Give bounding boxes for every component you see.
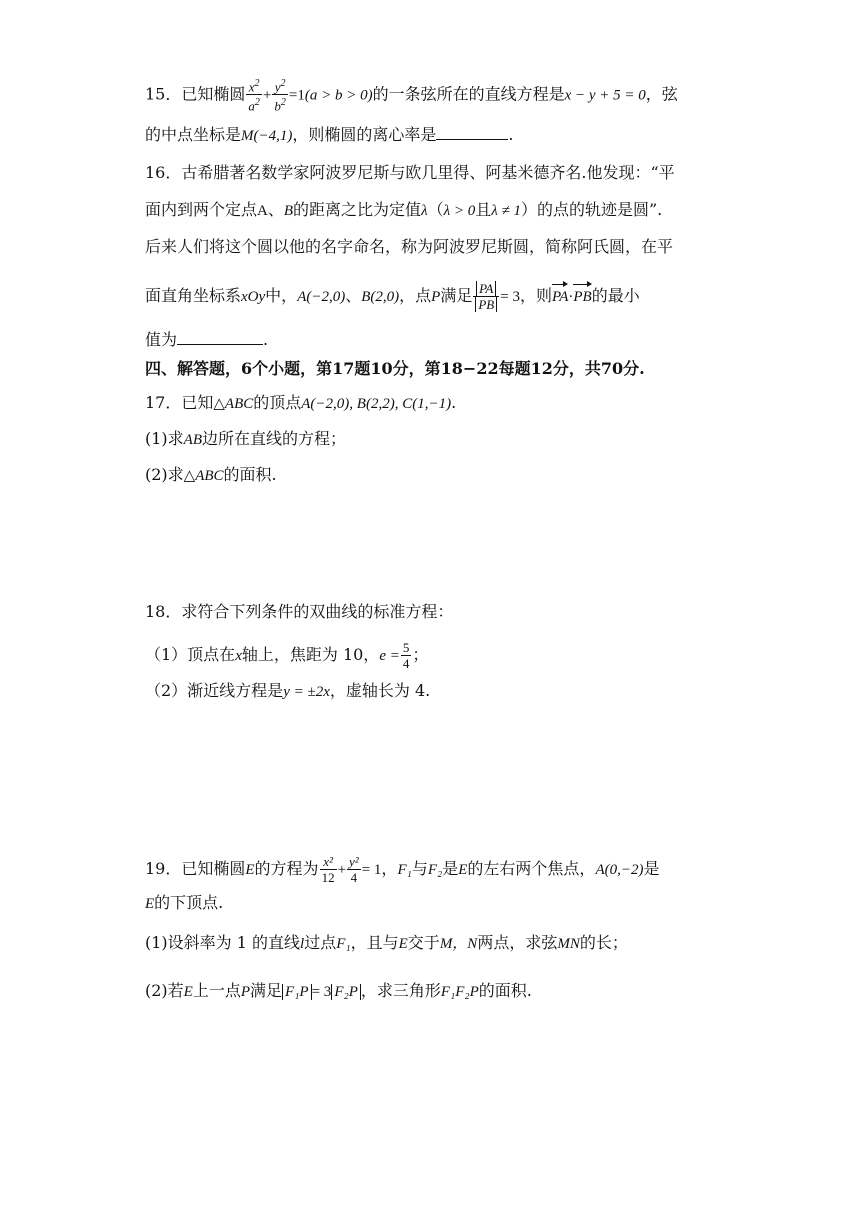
q15-number: 15． bbox=[145, 84, 182, 104]
q18-e-fraction: $\frac{5}{4}$ bbox=[402, 640, 410, 671]
q17-p2-text2: 的面积. bbox=[223, 465, 277, 484]
q17-end: . bbox=[451, 393, 457, 412]
section-4-heading: 四、解答题，6个小题，第17题10分，第18−22每题12分，共70分. bbox=[145, 359, 645, 378]
q16-l4-text6: 的最小 bbox=[591, 286, 640, 305]
q16-line1: 16．古希腊著名数学家阿波罗尼斯与欧几里得、阿基米德齐名.他发现：“平 bbox=[145, 163, 675, 182]
q19-fraction-y: $\frac{\text{y²}}{4}$ bbox=[349, 854, 359, 885]
q18-p2-text2: ，虚轴长为 4. bbox=[329, 681, 431, 700]
q18-line1: 18．求符合下列条件的双曲线的标准方程： bbox=[145, 602, 454, 621]
q15-line1: 15．已知椭圆 $\frac{x^2}{a^2}$ + $\frac{y^2}{b^2}$ =1(a > b > 0)的一条弦所在的直线方程是x − y + 5 = 0，弦 bbox=[145, 78, 678, 114]
q16-xoy: xOy bbox=[241, 289, 266, 305]
q18-p1-text2: 轴上，焦距为 10， bbox=[241, 645, 380, 664]
q19-text3: ， bbox=[381, 859, 398, 878]
q19-p1-text1: (1)设斜率为 1 的直线 bbox=[145, 933, 301, 952]
q16-l5-text: 值为 bbox=[145, 330, 178, 349]
q17-line1 bbox=[145, 392, 456, 415]
q19-p2-text4: ，求三角形 bbox=[360, 981, 441, 1000]
q19-l: l bbox=[300, 936, 305, 952]
q16-cond1: λ > 0 bbox=[443, 203, 476, 219]
q18-part1 bbox=[145, 640, 428, 671]
q16-ratio-fraction: $\frac{PA}{PB}$ bbox=[473, 281, 499, 312]
q17-p2-triangle: △ABC bbox=[183, 468, 224, 484]
q17-p1-text1: (1)求 bbox=[145, 429, 184, 448]
q16-sep: 、 bbox=[267, 200, 284, 219]
q19-p1-E: E bbox=[398, 936, 408, 952]
q16-l4-text2: 中， bbox=[265, 286, 298, 305]
q19-p2-F1P: F₁P bbox=[282, 984, 312, 1000]
q15-text: 已知椭圆 bbox=[181, 84, 246, 104]
q17-triangle: △ABC bbox=[213, 396, 254, 412]
q18-x: x bbox=[235, 648, 242, 664]
q19-p2-E: E bbox=[183, 984, 193, 1000]
q19-text2: 的方程为 bbox=[254, 859, 319, 878]
q15-fraction-x: $\frac{x^2}{a^2}$ bbox=[248, 78, 260, 114]
q16-l4-text4: 满足 bbox=[440, 286, 473, 305]
q16-line3: 后来人们将这个圆以他的名字命名，称为阿波罗尼斯圆，简称阿氏圆，在平 bbox=[145, 237, 674, 256]
q19-eq: = 1 bbox=[361, 862, 382, 878]
q19-line2 bbox=[145, 892, 223, 915]
q16-vector-PA: PA bbox=[552, 286, 568, 308]
q19-p1-text4: 交于 bbox=[407, 933, 440, 952]
q15-l2-text2: ，则椭圆的离心率是 bbox=[292, 125, 437, 144]
q15-text3: ，弦 bbox=[645, 84, 678, 104]
q16-l2-text4: ）的点的轨迹是圆”. bbox=[520, 200, 663, 219]
q18-p2-text1: （2）渐近线方程是 bbox=[145, 681, 284, 700]
q17-p2-text1: (2)求 bbox=[145, 465, 184, 484]
q16-lambda: λ bbox=[421, 203, 428, 219]
q16-l4-text1: 面直角坐标系 bbox=[145, 286, 242, 305]
q15-l2-text1: 的中点坐标是 bbox=[145, 125, 242, 144]
q19-p2-P: P bbox=[240, 984, 251, 1000]
q16-coord-A: A(−2,0) bbox=[297, 289, 346, 305]
q15-end: . bbox=[508, 125, 514, 144]
q18-p1-text1: （1）顶点在 bbox=[145, 645, 236, 664]
q17-text2: 的顶点 bbox=[253, 393, 302, 412]
q19-part1 bbox=[145, 932, 628, 955]
q19-text5: 是 bbox=[442, 859, 459, 878]
q19-text1: 19．已知椭圆 bbox=[145, 859, 246, 878]
q15-eq-rest: =1 bbox=[288, 87, 305, 104]
q16-point-A: A bbox=[257, 203, 268, 219]
q19-p1-text2: 过点 bbox=[304, 933, 337, 952]
q17-AB: AB bbox=[183, 432, 202, 448]
q18-p1-text3: ； bbox=[412, 645, 429, 664]
q16-and: 且 bbox=[475, 200, 492, 219]
q19-E: E bbox=[245, 862, 255, 878]
q16-line5 bbox=[145, 329, 268, 351]
q19-E2: E bbox=[458, 862, 468, 878]
q17-p1-text2: 边所在直线的方程； bbox=[202, 429, 347, 448]
q19-p2-F2P: F₂P bbox=[331, 984, 361, 1000]
q18-asymptote: y = ±2x bbox=[283, 684, 330, 700]
q19-F2: F₂ bbox=[427, 862, 443, 878]
q19-text6: 的左右两个焦点， bbox=[467, 859, 596, 878]
q17-part2 bbox=[145, 464, 277, 487]
q16-sep2: 、 bbox=[345, 286, 362, 305]
q19-line1 bbox=[145, 854, 659, 885]
q17-text1: 17．已知 bbox=[145, 393, 214, 412]
q16-ratio-eq: = 3 bbox=[500, 289, 520, 305]
q19-p2-triangle: F₁F₂P bbox=[440, 984, 479, 1000]
q16-l2-text1: 面内到两个定点 bbox=[145, 200, 258, 219]
q16-point-P: P bbox=[431, 289, 441, 305]
q15-line-equation: x − y + 5 = 0 bbox=[564, 87, 646, 104]
q19-E3: E bbox=[145, 896, 155, 912]
q19-p1-MN-points: M，N bbox=[439, 936, 478, 952]
q19-p2-text2: 上一点 bbox=[192, 981, 241, 1000]
q19-p1-MN: MN bbox=[557, 936, 580, 952]
q16-l2-text2: 的距离之比为定值 bbox=[293, 200, 422, 219]
q15-midpoint: M(−4,1) bbox=[241, 128, 293, 144]
q16-end: . bbox=[263, 330, 269, 349]
q19-p1-text6: 的长； bbox=[579, 933, 628, 952]
q18-part2 bbox=[145, 680, 430, 703]
q19-p1-text5: 两点，求弦 bbox=[477, 933, 558, 952]
q19-p2-text1: (2)若 bbox=[145, 981, 184, 1000]
q19-l2-text1: 的下顶点. bbox=[154, 893, 224, 912]
q19-p2-text3: 满足 bbox=[250, 981, 283, 1000]
q19-text7: 是 bbox=[643, 859, 660, 878]
q19-text4: 与 bbox=[411, 859, 428, 878]
q16-line4 bbox=[145, 281, 640, 312]
q19-p2-text5: 的面积. bbox=[478, 981, 532, 1000]
q15-fraction-y: $\frac{y^2}{b^2}$ bbox=[274, 78, 286, 114]
q16-answer-blank[interactable] bbox=[177, 330, 263, 345]
q16-l2-text3: （ bbox=[427, 200, 444, 219]
q16-dot: · bbox=[568, 289, 574, 305]
q19-p1-F1: F₁ bbox=[336, 936, 351, 952]
q17-points: A(−2,0), B(2,2), C(1,−1) bbox=[301, 396, 452, 412]
q19-fraction-x: $\frac{\text{x²}}{12}$ bbox=[321, 854, 335, 885]
q19-p1-text3: ，且与 bbox=[350, 933, 399, 952]
q16-coord-B: B(2,0) bbox=[361, 289, 400, 305]
q16-vector-PB: PB bbox=[573, 286, 591, 308]
q16-l4-text5: ，则 bbox=[519, 286, 552, 305]
q15-text2: 的一条弦所在的直线方程是 bbox=[372, 84, 565, 104]
q17-part1 bbox=[145, 428, 346, 451]
q19-F1: F₁ bbox=[397, 862, 412, 878]
q19-part2 bbox=[145, 980, 532, 1003]
q16-line2 bbox=[145, 199, 662, 222]
q19-p2-eq: = 3 bbox=[311, 984, 332, 1000]
q16-cond2: λ ≠ 1 bbox=[491, 203, 521, 219]
q15-answer-blank[interactable] bbox=[436, 125, 508, 140]
q18-e: e = bbox=[379, 648, 400, 664]
q15-condition: (a > b > 0) bbox=[304, 87, 373, 104]
q16-l4-text3: ，点 bbox=[399, 286, 432, 305]
q19-A: A(0,−2) bbox=[595, 862, 644, 878]
q16-point-B: B bbox=[283, 203, 294, 219]
q19-plus: + bbox=[337, 862, 347, 878]
q15-line2 bbox=[145, 124, 513, 147]
